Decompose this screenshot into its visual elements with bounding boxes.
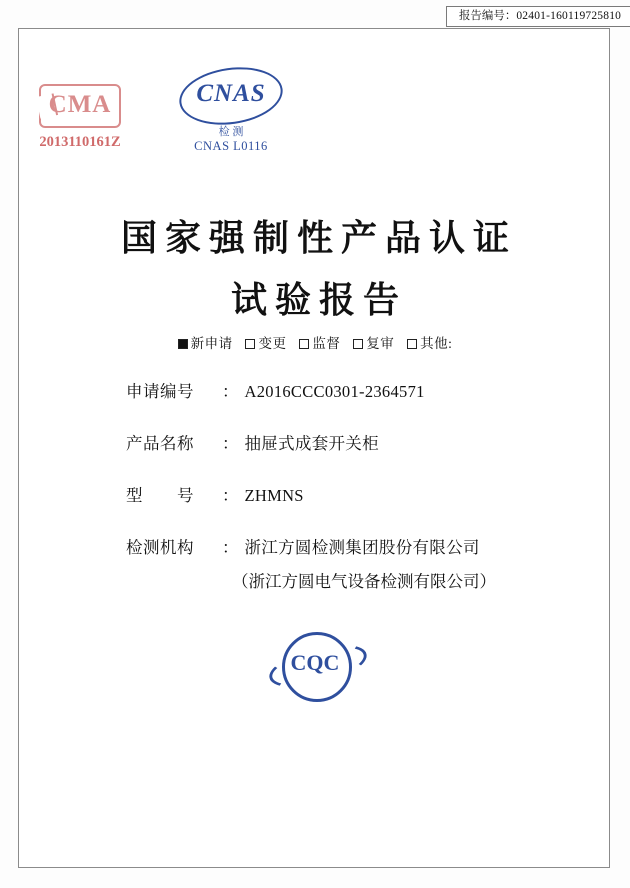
checkbox-icon[interactable] bbox=[353, 339, 363, 349]
application-type-option-new[interactable] bbox=[178, 336, 237, 351]
field-value-testing-organization-secondary: （浙江方圆电气设备检测有限公司） bbox=[232, 572, 496, 591]
field-label-testing-organization: 检测机构 bbox=[126, 538, 194, 557]
cma-code: 2013110161Z bbox=[39, 134, 121, 150]
field-label-model: 型 号 bbox=[126, 486, 194, 505]
cnas-logo-text: CNAS bbox=[196, 80, 266, 107]
field-row-model bbox=[0, 482, 630, 506]
application-type-label-change: 变更 bbox=[258, 336, 287, 351]
field-colon: ： bbox=[222, 434, 239, 453]
checkbox-icon[interactable] bbox=[245, 339, 255, 349]
cma-logo-icon bbox=[39, 84, 121, 128]
field-list bbox=[0, 378, 630, 618]
checkbox-checked-icon[interactable] bbox=[178, 339, 188, 349]
document-title-line2: 试验报告 bbox=[230, 280, 407, 320]
field-value-model: ZHMNS bbox=[244, 486, 304, 505]
application-type-label-new: 新申请 bbox=[190, 336, 233, 351]
field-label-application-number: 申请编号 bbox=[126, 382, 194, 401]
report-number-box bbox=[446, 6, 630, 27]
application-type-option-other[interactable] bbox=[407, 336, 452, 351]
field-value-product-name: 抽屉式成套开关柜 bbox=[244, 434, 379, 453]
report-number-label: 报告编号： bbox=[458, 10, 517, 22]
cma-logo-text: CMA bbox=[48, 91, 112, 118]
field-value-testing-organization: 浙江方圆检测集团股份有限公司 bbox=[244, 538, 480, 557]
cqc-logo-text: CQC bbox=[290, 650, 340, 675]
application-type-option-supervision[interactable] bbox=[299, 336, 344, 351]
cnas-code: CNAS L0116 bbox=[194, 139, 268, 153]
application-type-option-review[interactable] bbox=[353, 336, 398, 351]
field-row-testing-organization bbox=[0, 534, 630, 558]
field-colon: ： bbox=[222, 538, 239, 557]
application-type-label-other: 其他: bbox=[420, 336, 453, 351]
accreditation-marks bbox=[0, 62, 630, 182]
field-colon: ： bbox=[222, 382, 239, 401]
application-type-option-change[interactable] bbox=[245, 336, 290, 351]
cma-mark bbox=[38, 84, 122, 151]
cnas-subtitle: 检 测 bbox=[218, 126, 244, 138]
cqc-logo-icon bbox=[266, 630, 364, 700]
field-label-product-name: 产品名称 bbox=[126, 434, 194, 453]
cnas-logo-icon bbox=[179, 68, 283, 124]
field-colon: ： bbox=[222, 486, 239, 505]
report-number-value: 02401-160119725810 bbox=[516, 10, 622, 22]
document-title-line1: 国家强制性产品认证 bbox=[120, 218, 517, 258]
field-value-application-number: A2016CCC0301-2364571 bbox=[244, 382, 425, 401]
checkbox-icon[interactable] bbox=[407, 339, 417, 349]
field-row-application-number bbox=[0, 378, 630, 402]
checkbox-icon[interactable] bbox=[299, 339, 309, 349]
cnas-mark bbox=[176, 68, 286, 154]
field-row-product-name bbox=[0, 430, 630, 454]
cqc-mark bbox=[0, 630, 630, 700]
application-type-label-review: 复审 bbox=[366, 336, 395, 351]
application-type-label-supervision: 监督 bbox=[312, 336, 341, 351]
application-type-options bbox=[0, 332, 630, 352]
